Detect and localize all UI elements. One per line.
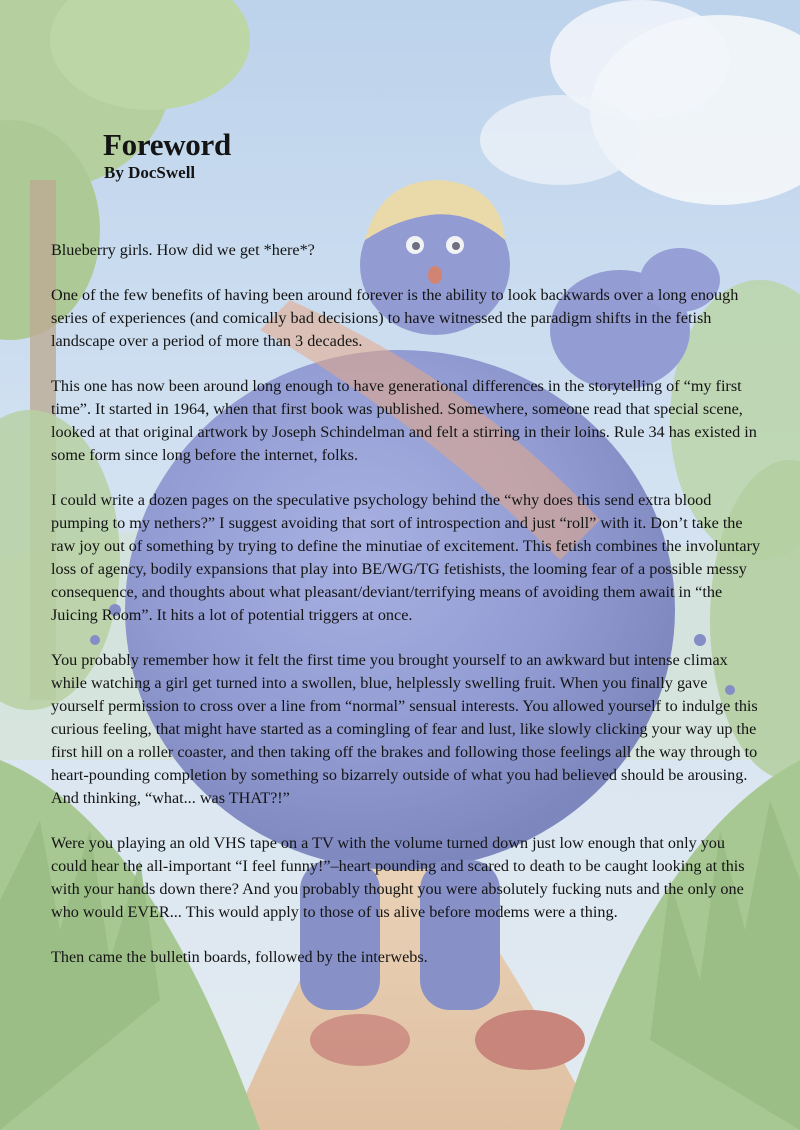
paragraph-2: One of the few benefits of having been around forever is the ability to look backwards over a long enough series of experiences (and comically bad decisions) to have witnessed the paradigm shifts in the fetish landscape over a period of more than 3 decades. [51, 286, 739, 350]
paragraph-3: This one has now been around long enough to have generational differences in the storytelling of “my first time”. It started in 1964, when that first book was published. Somewhere, someone read that special scene, looked at that original artwork by Joseph Schindelman and felt a stirring in their loins. Rule 34 has existed in some form since long before the internet, folks. [51, 377, 757, 464]
paragraph-1: Blueberry girls. How did we get *here*? [51, 241, 315, 259]
heading-block [103, 127, 231, 182]
page-title: Foreword [103, 127, 231, 162]
paragraph-6: Were you playing an old VHS tape on a TV with the volume turned down just low enough that only you could hear the all-important “I feel funny!”–heart pounding and scared to death to be caught looking at this with your hands down there? And you probably thought you were absolutely fucking nuts and the only one who would EVER... This would apply to those of us alive before modems were a thing. [51, 834, 745, 921]
paragraph-4: I could write a dozen pages on the speculative psychology behind the “why does this send extra blood pumping to my nethers?” I suggest avoiding that sort of introspection and just “roll” with it. Don’t take the raw joy out of something by trying to define the minutiae of excitement. This fetish combines the involuntary loss of agency, bodily expansions that play into BE/WG/TG fetishists, the looming fear of a possible messy consequence, and thoughts about what pleasant/deviant/terrifying means of avoiding them await in “the Juicing Room”. It hits a lot of potential triggers at once. [51, 491, 761, 624]
body-text [51, 239, 761, 991]
paragraph-7: Then came the bulletin boards, followed by the interwebs. [51, 948, 428, 966]
author-byline: By DocSwell [104, 163, 196, 182]
paragraph-5: You probably remember how it felt the first time you brought yourself to an awkward but intense climax while watching a girl get turned into a swollen, blue, helplessly swelling fruit. When you finally gave yourself permission to cross over a line from “normal” sensual interests. You allowed yourself to indulge this curious feeling, that might have started as a comingling of fear and lust, like slowly clicking your way up the first hill on a roller coaster, and then taking off the brakes and following those feelings all the way through to heart-pounding completion by something so bizarrely outside of what you had believed should be arousing. And thinking, “what... was THAT?!” [51, 651, 758, 807]
